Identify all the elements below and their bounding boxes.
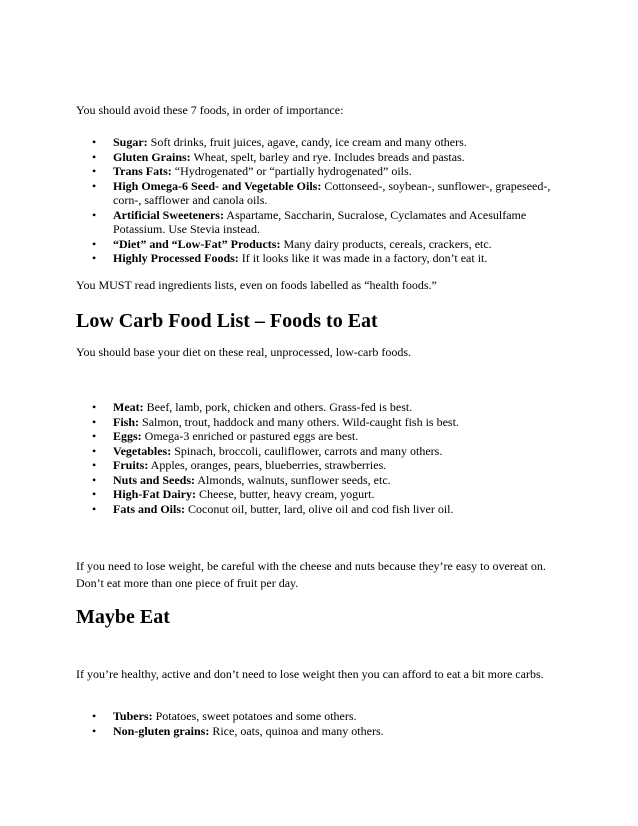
list-item-text: Apples, oranges, pears, blueberries, strawberries. bbox=[148, 458, 387, 472]
bullet-icon: • bbox=[92, 472, 97, 487]
list-item bbox=[76, 473, 556, 488]
list-item-text: Omega-3 enriched or pastured eggs are best. bbox=[141, 429, 359, 443]
intro-eat-paragraph: You should base your diet on these real, unprocessed, low-carb foods. bbox=[76, 345, 412, 359]
heading-foods-to-eat: Low Carb Food List – Foods to Eat bbox=[76, 310, 378, 332]
list-item bbox=[76, 724, 556, 739]
bullet-icon: • bbox=[92, 149, 97, 164]
list-item-term: Fats and Oils: bbox=[113, 501, 186, 516]
bullet-icon: • bbox=[92, 414, 97, 429]
bullet-icon: • bbox=[92, 443, 97, 458]
list-item bbox=[76, 150, 556, 165]
list-item-term: Sugar: bbox=[113, 135, 148, 149]
list-item-term: Non-gluten grains: bbox=[113, 723, 210, 738]
list-item-text: Wheat, spelt, barley and rye. Includes breads and pastas. bbox=[190, 149, 465, 164]
list-item bbox=[76, 237, 556, 252]
list-item bbox=[76, 429, 556, 444]
list-item-text: Rice, oats, quinoa and many others. bbox=[209, 723, 384, 738]
intro-avoid-paragraph: You should avoid these 7 foods, in order of importance: bbox=[76, 103, 344, 117]
list-item bbox=[76, 415, 556, 430]
list-item-text: Many dairy products, cereals, crackers, etc. bbox=[280, 236, 492, 251]
list-item-term: Artificial Sweeteners: bbox=[113, 207, 224, 222]
list-item-term: Eggs: bbox=[113, 429, 142, 443]
avoid-foods-list bbox=[76, 135, 556, 266]
list-item-text: If it looks like it was made in a factory, don’t eat it. bbox=[238, 251, 488, 265]
list-item bbox=[76, 251, 556, 266]
list-item-term: Tubers: bbox=[113, 709, 153, 723]
lose-weight-paragraph: If you need to lose weight, be careful with the cheese and nuts because they’re easy to overeat on. Don’t eat more than one piece of fruit per day. bbox=[76, 559, 546, 590]
list-item-text: Salmon, trout, haddock and many others. Wild-caught fish is best. bbox=[139, 414, 459, 429]
list-item-text: Almonds, walnuts, sunflower seeds, etc. bbox=[195, 472, 391, 487]
bullet-icon: • bbox=[92, 501, 97, 516]
bullet-icon: • bbox=[92, 723, 97, 738]
bullet-icon: • bbox=[92, 236, 97, 251]
list-item-text: Soft drinks, fruit juices, agave, candy, ice cream and many others. bbox=[147, 135, 467, 149]
list-item-term: Trans Fats: bbox=[113, 164, 172, 178]
list-item-text: Cottonseed-, soybean-, sunflower-, grapeseed-, corn-, safflower and canola oils. bbox=[113, 178, 551, 207]
list-item-text: Coconut oil, butter, lard, olive oil and cod fish liver oil. bbox=[185, 501, 454, 516]
must-read-paragraph: You MUST read ingredients lists, even on foods labelled as “health foods.” bbox=[76, 278, 437, 292]
list-item-text: Spinach, broccoli, cauliflower, carrots and many others. bbox=[171, 443, 443, 458]
bullet-icon: • bbox=[92, 251, 97, 265]
list-item bbox=[76, 179, 556, 208]
bullet-icon: • bbox=[92, 429, 97, 443]
list-item-text: “Hydrogenated” or “partially hydrogenated” oils. bbox=[171, 164, 412, 178]
list-item bbox=[76, 709, 556, 724]
list-item bbox=[76, 208, 556, 237]
list-item bbox=[76, 135, 556, 150]
intro-maybe-paragraph: If you’re healthy, active and don’t need to lose weight then you can afford to eat a bit more carbs. bbox=[76, 667, 544, 681]
list-item-term: Nuts and Seeds: bbox=[113, 472, 196, 487]
bullet-icon: • bbox=[92, 178, 97, 193]
heading-maybe-eat: Maybe Eat bbox=[76, 606, 170, 628]
list-item bbox=[76, 164, 556, 179]
maybe-foods-list bbox=[76, 709, 556, 738]
list-item-term: High Omega-6 Seed- and Vegetable Oils: bbox=[113, 178, 322, 193]
bullet-icon: • bbox=[92, 487, 97, 501]
list-item-text: Potatoes, sweet potatoes and some others. bbox=[152, 709, 357, 723]
list-item-term: Fish: bbox=[113, 414, 140, 429]
list-item-text: Cheese, butter, heavy cream, yogurt. bbox=[196, 487, 375, 501]
bullet-icon: • bbox=[92, 164, 97, 178]
bullet-icon: • bbox=[92, 709, 97, 723]
list-item-term: Meat: bbox=[113, 400, 144, 414]
bullet-icon: • bbox=[92, 458, 97, 472]
list-item bbox=[76, 458, 556, 473]
list-item-text: Beef, lamb, pork, chicken and others. Grass-fed is best. bbox=[143, 400, 413, 414]
list-item bbox=[76, 487, 556, 502]
list-item-term: Gluten Grains: bbox=[113, 149, 191, 164]
list-item bbox=[76, 502, 556, 517]
bullet-icon: • bbox=[92, 135, 97, 149]
list-item-term: Vegetables: bbox=[113, 443, 172, 458]
list-item-term: “Diet” and “Low-Fat” Products: bbox=[113, 236, 281, 251]
list-item-text: Aspartame, Saccharin, Sucralose, Cyclamates and Acesulfame Potassium. Use Stevia instead. bbox=[113, 207, 527, 236]
list-item bbox=[76, 444, 556, 459]
list-item-term: Fruits: bbox=[113, 458, 149, 472]
list-item bbox=[76, 400, 556, 415]
list-item-term: Highly Processed Foods: bbox=[113, 251, 239, 265]
eat-foods-list bbox=[76, 400, 556, 516]
bullet-icon: • bbox=[92, 207, 97, 222]
list-item-term: High-Fat Dairy: bbox=[113, 487, 196, 501]
bullet-icon: • bbox=[92, 400, 97, 414]
